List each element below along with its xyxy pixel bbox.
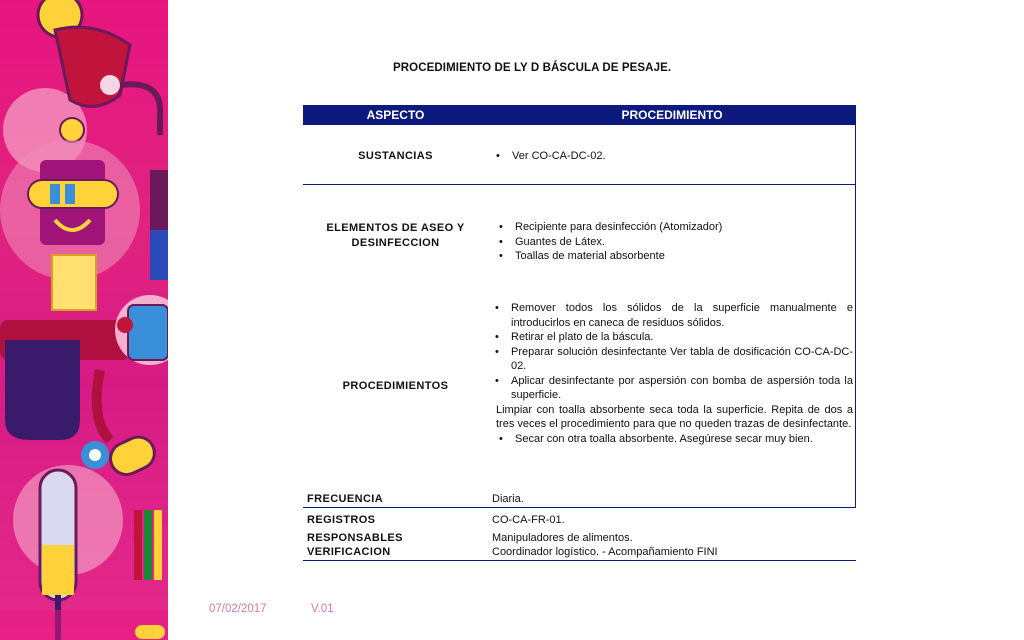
robot-illustration xyxy=(0,0,168,640)
frecuencia-value: Diaria. xyxy=(492,493,524,505)
decorative-side-panel xyxy=(0,0,168,640)
header-aspecto: ASPECTO xyxy=(303,105,488,125)
procedure-table xyxy=(303,105,856,125)
sustancias-content xyxy=(494,149,834,164)
procedimientos-content xyxy=(493,301,853,446)
table-right-border xyxy=(855,125,856,507)
elementos-content xyxy=(497,220,837,264)
footer-date: 07/02/2017 xyxy=(209,603,267,615)
document-title: PROCEDIMIENTO DE LY D BÁSCULA DE PESAJE. xyxy=(393,62,672,74)
responsables-value: Manipuladores de alimentos. xyxy=(492,532,633,544)
elementos-item: • Guantes de Látex. xyxy=(497,235,837,250)
label-procedimientos: PROCEDIMIENTOS xyxy=(342,380,449,392)
label-registros: REGISTROS xyxy=(307,514,376,526)
label-sustancias: SUSTANCIAS xyxy=(358,150,433,162)
sustancias-item: • Ver CO-CA-DC-02. xyxy=(494,149,834,164)
elementos-item: • Toallas de material absorbente xyxy=(497,249,837,264)
elementos-item: • Recipiente para desinfección (Atomizador) xyxy=(497,220,837,235)
verificacion-value: Coordinador logístico. - Acompañamiento FINI xyxy=(492,546,718,558)
label-frecuencia: FRECUENCIA xyxy=(307,493,384,505)
procedimientos-item: • Retirar el plato de la báscula. xyxy=(493,330,853,345)
procedimientos-item: • Aplicar desinfectante por aspersión con bomba de aspersión toda la superficie. xyxy=(493,374,853,403)
procedimientos-item: • Remover todos los sólidos de la superficie manualmente e introducirlos en caneca de residuos sólidos. xyxy=(493,301,853,330)
row-divider-1 xyxy=(303,184,856,185)
label-responsables: RESPONSABLES xyxy=(307,532,403,544)
registros-value: CO-CA-FR-01. xyxy=(492,514,565,526)
label-elementos: ELEMENTOS DE ASEO Y DESINFECCION xyxy=(326,222,465,249)
row-divider-2 xyxy=(303,507,856,508)
table-bottom-border xyxy=(303,560,856,561)
label-verificacion: VERIFICACION xyxy=(307,546,391,558)
footer-version: V.01 xyxy=(311,603,334,615)
procedimientos-item: • Preparar solución desinfectante Ver tabla de dosificación CO-CA-DC-02. xyxy=(493,345,853,374)
header-procedimiento: PROCEDIMIENTO xyxy=(488,105,856,125)
procedimientos-last-item: • Secar con otra toalla absorbente. Asegúrese secar muy bien. xyxy=(497,432,853,447)
procedimientos-paragraph: Limpiar con toalla absorbente seca toda la superficie. Repita de dos a tres veces el procedimiento para que no queden trazas de desinfectante. xyxy=(496,403,853,430)
